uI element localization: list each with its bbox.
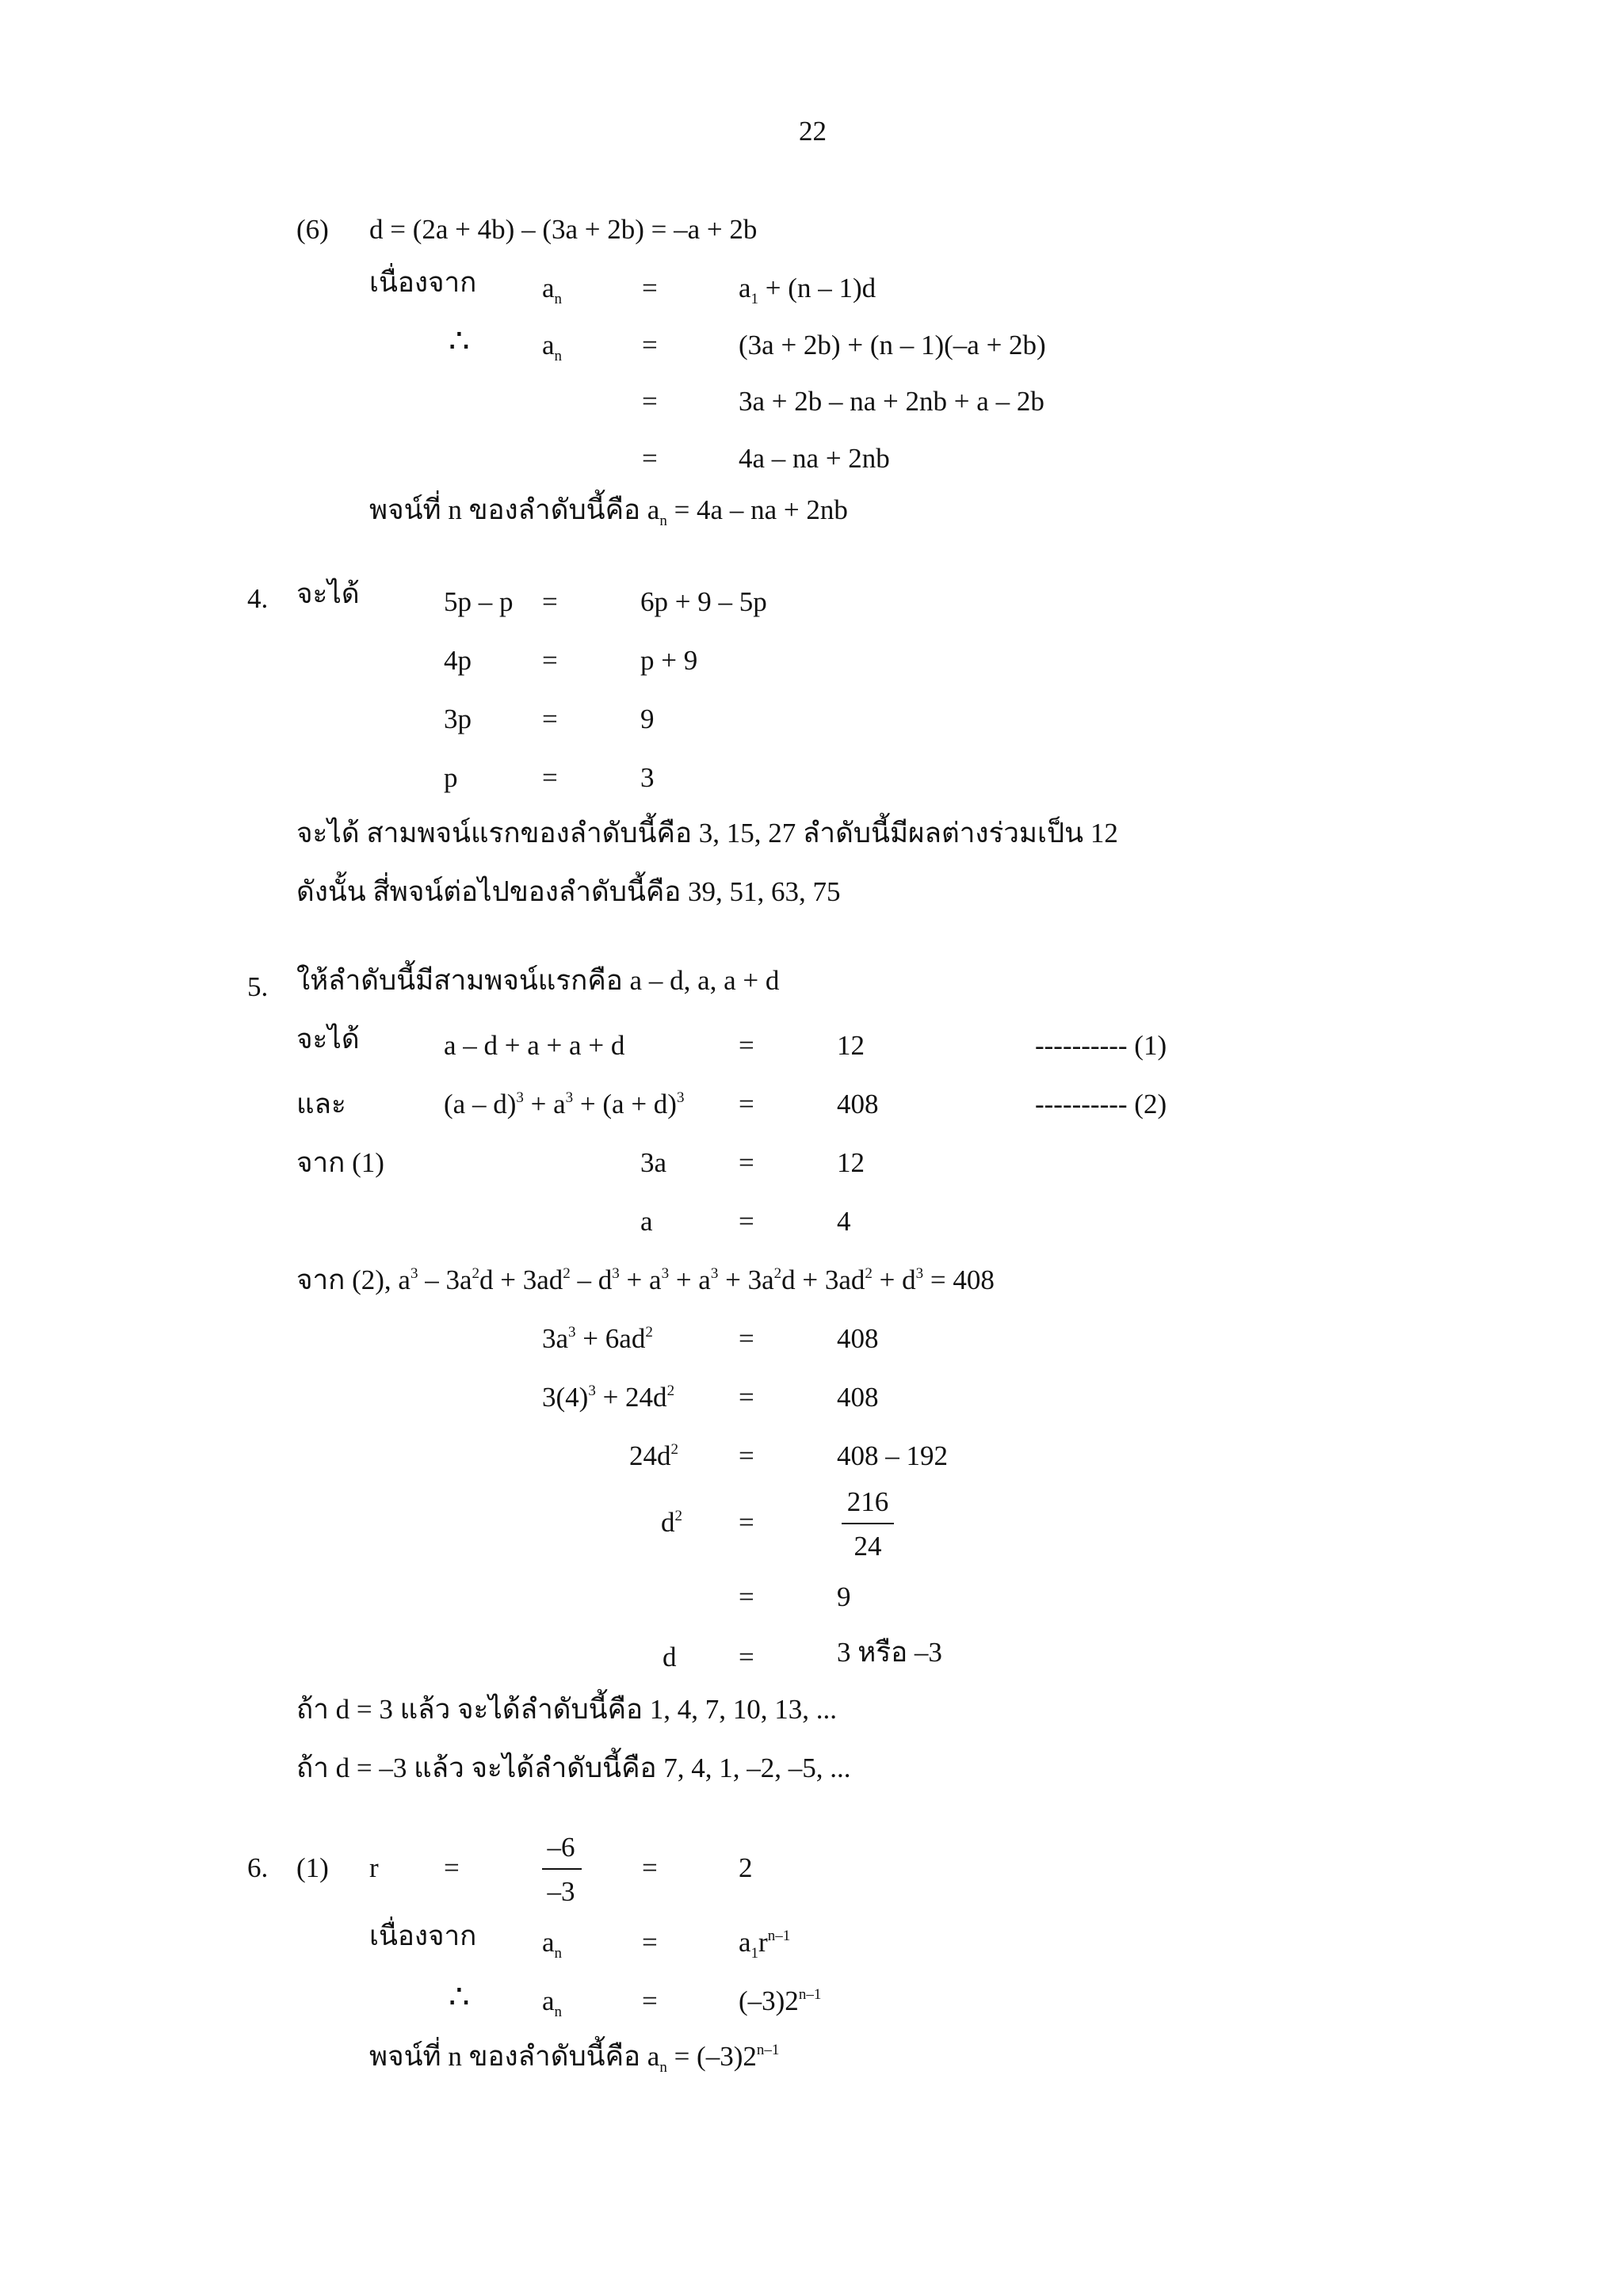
q5-row-8-lhs: $24d^2$ bbox=[629, 1440, 678, 1471]
q6-conclusion: พจน์ที่ n ของลำดับนี้คือ $a_n = (-3)2^{n-1}$ bbox=[369, 2041, 780, 2076]
q5-from-1: จาก (1) bbox=[296, 1147, 384, 1178]
q6-r: r bbox=[369, 1852, 379, 1883]
q5-and: และ bbox=[296, 1089, 346, 1119]
q4-row-3-eq: = bbox=[542, 704, 558, 734]
q5-row-10-eq: = bbox=[739, 1581, 754, 1612]
therefore-icon: ∴ bbox=[449, 1979, 470, 2016]
q5-intro: ให้ลำดับนี้มีสามพจน์แรกคือ a – d, a, a + d bbox=[296, 965, 780, 996]
q5-row-11-eq: = bbox=[739, 1642, 754, 1672]
q5-row-1-rhs: 12 bbox=[837, 1030, 865, 1061]
q5-row-3-lhs: 3a bbox=[640, 1147, 667, 1178]
page-number: 22 bbox=[799, 116, 827, 147]
q6-number: 6. bbox=[247, 1852, 269, 1883]
q5-expansion: จาก (2), $a^3 - 3a^2d + 3ad^2 - d^3 + a^3 + a^3 + 3a^2d + 3ad^2 + d^3 = 408$ bbox=[296, 1264, 995, 1295]
q5-row-4-lhs: a bbox=[640, 1206, 653, 1237]
q6-value: 2 bbox=[739, 1852, 753, 1883]
q4-row-2-rhs: p + 9 bbox=[640, 645, 698, 676]
q3-6-eq-3: = bbox=[642, 386, 658, 417]
q4-line-1: จะได้ สามพจน์แรกของลำดับนี้คือ 3, 15, 27 ลำดับนี้มีผลต่างร่วมเป็น 12 bbox=[296, 818, 1118, 849]
q4-row-4-lhs: p bbox=[444, 762, 458, 793]
q5-case-2: ถ้า d = –3 แล้ว จะได้ลำดับนี้คือ 7, 4, 1, –2, –5, ... bbox=[296, 1753, 851, 1783]
q5-case-1: ถ้า d = 3 แล้ว จะได้ลำดับนี้คือ 1, 4, 7, 10, 13, ... bbox=[296, 1694, 838, 1725]
q5-row-1-eq: = bbox=[739, 1030, 754, 1061]
q3-6-step2: 3a + 2b – na + 2nb + a – 2b bbox=[739, 386, 1044, 417]
q6-an: $a_n$ bbox=[542, 1927, 563, 1962]
q5-row-9-lhs: $d^2$ bbox=[661, 1507, 682, 1538]
q3-6-step1: (3a + 2b) + (n – 1)(–a + 2b) bbox=[739, 330, 1046, 360]
q6-formula: $a_1r^{n-1}$ bbox=[739, 1927, 791, 1962]
q5-row-7-eq: = bbox=[739, 1382, 754, 1413]
q6-eq-1: = bbox=[444, 1852, 460, 1883]
q5-row-7-lhs: $3(4)^3 + 24d^2$ bbox=[542, 1382, 675, 1413]
q5-row-2-eq: = bbox=[739, 1089, 754, 1119]
q5-row-9-eq: = bbox=[739, 1507, 754, 1538]
q5-row-2-lhs: $(a - d)^3 + a^3 + (a + d)^3$ bbox=[444, 1089, 685, 1119]
q3-6-eq-1: = bbox=[642, 273, 658, 303]
q3-6-an: $a_n$ bbox=[542, 273, 563, 307]
q5-row-10-rhs: 9 bbox=[837, 1581, 851, 1612]
q6-eq-4: = bbox=[642, 1985, 658, 2016]
q5-row-3-rhs: 12 bbox=[837, 1147, 865, 1178]
q6-eq-3: = bbox=[642, 1927, 658, 1958]
q5-row-11-rhs: 3 หรือ –3 bbox=[837, 1637, 942, 1668]
q5-equation-tag-2: ---------- (2) bbox=[1035, 1089, 1167, 1119]
q5-row-1-lhs: a – d + a + a + d bbox=[444, 1030, 625, 1061]
q6-fraction-bar bbox=[542, 1868, 582, 1870]
q5-row-8-rhs: 408 – 192 bbox=[837, 1440, 948, 1471]
q3-6-formula: $a_1 + (n - 1)d$ bbox=[739, 273, 876, 307]
q5-row-2-rhs: 408 bbox=[837, 1089, 879, 1119]
q3-6-label: (6) bbox=[296, 214, 329, 245]
q5-equation-tag-1: ---------- (1) bbox=[1035, 1030, 1167, 1061]
therefore-icon: ∴ bbox=[449, 323, 470, 360]
q4-row-1-lhs: 5p – p bbox=[444, 586, 514, 617]
q6-an-2: $a_n$ bbox=[542, 1985, 563, 2020]
q5-row-11-lhs: d bbox=[663, 1642, 677, 1672]
q5-row-3-eq: = bbox=[739, 1147, 754, 1178]
q3-6-eq-4: = bbox=[642, 443, 658, 474]
q6-fraction-denominator: –3 bbox=[547, 1876, 575, 1907]
q5-fraction-bar bbox=[842, 1523, 894, 1524]
q5-number: 5. bbox=[247, 971, 269, 1002]
q5-row-6-lhs: $3a^3 + 6ad^2$ bbox=[542, 1323, 653, 1354]
q6-eq-2: = bbox=[642, 1852, 658, 1883]
q4-row-2-lhs: 4p bbox=[444, 645, 472, 676]
q6-fraction-numerator: –6 bbox=[547, 1832, 575, 1863]
q3-6-an-2: $a_n$ bbox=[542, 330, 563, 364]
q3-6-d-line: d = (2a + 4b) – (3a + 2b) = –a + 2b bbox=[369, 214, 758, 245]
q4-row-3-rhs: 9 bbox=[640, 704, 655, 734]
q4-row-3-lhs: 3p bbox=[444, 704, 472, 734]
q5-fraction-denominator: 24 bbox=[854, 1531, 882, 1562]
q6-step: (–3)2$^{n-1}$ bbox=[739, 1985, 822, 2016]
q5-row-4-rhs: 4 bbox=[837, 1206, 851, 1237]
q4-row-1-rhs: 6p + 9 – 5p bbox=[640, 586, 767, 617]
q4-line-2: ดังนั้น สี่พจน์ต่อไปของลำดับนี้คือ 39, 51, 63, 75 bbox=[296, 876, 841, 907]
q5-row-6-rhs: 408 bbox=[837, 1323, 879, 1354]
q6-label: (1) bbox=[296, 1852, 329, 1883]
q6-since: เนื่องจาก bbox=[369, 1920, 477, 1951]
q5-get: จะได้ bbox=[296, 1024, 360, 1055]
q4-row-4-eq: = bbox=[542, 762, 558, 793]
q4-row-2-eq: = bbox=[542, 645, 558, 676]
q3-6-since: เนื่องจาก bbox=[369, 267, 477, 298]
q5-row-6-eq: = bbox=[739, 1323, 754, 1354]
q4-get: จะได้ bbox=[296, 578, 360, 609]
q3-6-eq-2: = bbox=[642, 330, 658, 360]
q3-6-conclusion: พจน์ที่ n ของลำดับนี้คือ $a_n = 4a$ – na + 2nb bbox=[369, 494, 848, 529]
q4-row-1-eq: = bbox=[542, 586, 558, 617]
q5-row-4-eq: = bbox=[739, 1206, 754, 1237]
q5-row-7-rhs: 408 bbox=[837, 1382, 879, 1413]
q5-fraction-numerator: 216 bbox=[846, 1486, 889, 1517]
q5-row-8-eq: = bbox=[739, 1440, 754, 1471]
q4-number: 4. bbox=[247, 583, 269, 614]
q3-6-step3: 4a – na + 2nb bbox=[739, 443, 890, 474]
q4-row-4-rhs: 3 bbox=[640, 762, 655, 793]
